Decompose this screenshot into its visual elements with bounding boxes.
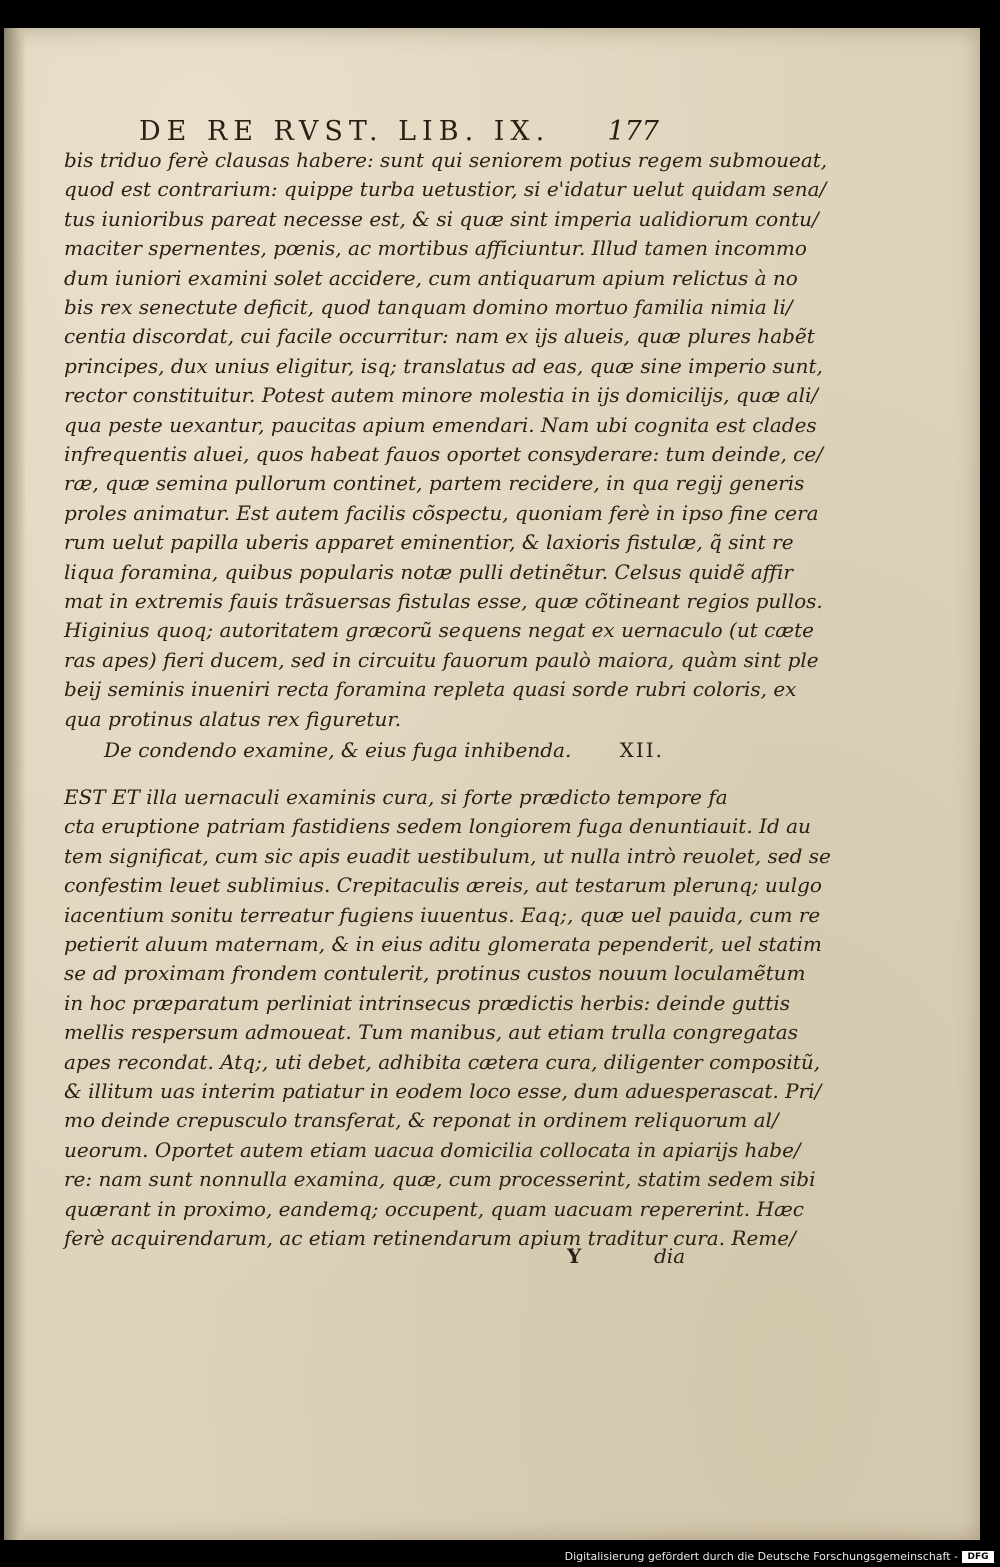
section-heading: [104, 738, 664, 768]
text-line: petierit aluum maternam, & in eius aditu glomerata pependerit, uel statim: [64, 932, 822, 956]
page-number: 177: [607, 116, 659, 147]
text-line: ras apes) fieri ducem, sed in circuitu fauorum paulò maiora, quàm sint ple: [64, 647, 819, 672]
text-line: beij seminis inueniri recta foramina repleta quasi sorde rubri coloris, ex: [64, 677, 797, 702]
footer-credit: Digitalisierung gefördert durch die Deutsche Forschungsgemeinschaft -: [564, 1550, 958, 1563]
text-line: ræ, quæ semina pullorum continet, partem recidere, in qua regij generis: [64, 471, 805, 496]
text-line: in hoc præparatum perliniat intrinsecus prædictis herbis: deinde guttis: [64, 990, 791, 1015]
text-line: rum uelut papilla uberis apparet eminentior, & laxioris fistulæ, q̃ sint re: [64, 530, 794, 555]
running-title: DE RE RVST. LIB. IX.: [139, 116, 551, 147]
text-line: tus iunioribus pareat necesse est, & si quæ sint imperia ualidiorum contu/: [64, 206, 819, 231]
text-body: [4, 28, 980, 1540]
text-line: bis rex senectute deficit, quod tanquam domino mortuo familia nimia li/: [64, 295, 793, 319]
text-line: tem significat, cum sic apis euadit uestibulum, ut nulla intrò reuolet, sed se: [64, 843, 831, 868]
text-line: mellis respersum admoueat. Tum manibus, aut etiam trulla congregatas: [64, 1020, 798, 1045]
text-line: qua peste uexantur, paucitas apium emendari. Nam ubi cognita est clades: [64, 412, 817, 437]
text-line: quod est contrarium: quippe turba uetustior, si e'idatur uelut quidam sena/: [64, 177, 827, 202]
catchword: dia: [654, 1244, 686, 1268]
text-line: ferè acquirendarum, ac etiam retinendarum apium traditur cura. Reme/: [64, 1226, 796, 1250]
text-line: centia discordat, cui facile occurritur: nam ex ijs alueis, quæ plures habẽt: [64, 324, 815, 349]
text-line: quærant in proximo, eandemq; occupent, quam uacuam repererint. Hæc: [64, 1196, 804, 1221]
section-heading-title: De condendo examine, & eius fuga inhibenda.: [104, 738, 572, 762]
text-line: apes recondat. Atq;, uti debet, adhibita cætera cura, diligenter compositũ,: [64, 1049, 821, 1074]
text-line: qua protinus alatus rex figuretur.: [64, 706, 402, 731]
text-line: Higinius quoq; autoritatem græcorũ sequens negat ex uernaculo (ut cæte: [64, 618, 814, 643]
text-line: mo deinde crepusculo transferat, & reponat in ordinem reliquorum al/: [64, 1108, 779, 1133]
digitization-footer: [0, 1547, 1000, 1567]
text-line: ueorum. Oportet autem etiam uacua domicilia collocata in apiarijs habe/: [64, 1137, 801, 1162]
text-line: cta eruptione patriam fastidiens sedem longiorem fuga denuntiauit. Id au: [64, 814, 811, 839]
text-line: mat in extremis fauis trãsuersas fistulas esse, quæ cõtineant regios pullos.: [64, 589, 823, 613]
book-page: [4, 28, 980, 1540]
text-line: EST ET illa uernaculi examinis cura, si forte prædicto tempore fa: [64, 785, 728, 809]
signature-mark: Y: [567, 1244, 582, 1268]
text-line: confestim leuet sublimius. Crepitaculis æreis, aut testarum plerunq; uulgo: [64, 873, 822, 898]
text-line: principes, dux unius eligitur, isq; translatus ad eas, quæ sine imperio sunt,: [64, 353, 823, 378]
text-line: maciter spernentes, pœnis, ac mortibus afficiuntur. Illud tamen incommo: [64, 236, 807, 261]
section-heading-number: XII.: [619, 738, 664, 762]
text-line: infrequentis aluei, quos habeat fauos oportet consyderare: tum deinde, ce/: [64, 442, 823, 466]
text-line: bis triduo ferè clausas habere: sunt qui seniorem potius regem submoueat,: [64, 148, 828, 172]
text-line: dum iuniori examini solet accidere, cum antiquarum apium relictus à no: [64, 265, 798, 290]
text-line: proles animatur. Est autem facilis cõspectu, quoniam ferè in ipso fine cera: [64, 500, 819, 525]
text-line: re: nam sunt nonnulla examina, quæ, cum processerint, statim sedem sibi: [64, 1167, 816, 1192]
dfg-logo: DFG: [962, 1551, 994, 1563]
text-line: iacentium sonitu terreatur fugiens iuuentus. Eaq;, quæ uel pauida, cum re: [64, 902, 821, 927]
text-line: liqua foramina, quibus popularis notæ pulli detinẽtur. Celsus quidẽ affir: [64, 559, 793, 584]
text-line: se ad proximam frondem contulerit, protinus custos nouum loculamẽtum: [64, 961, 806, 986]
text-line: rector constituitur. Potest autem minore molestia in ijs domicilijs, quæ ali/: [64, 383, 819, 408]
text-line: & illitum uas interim patiatur in eodem loco esse, dum aduesperascat. Pri/: [64, 1079, 822, 1103]
